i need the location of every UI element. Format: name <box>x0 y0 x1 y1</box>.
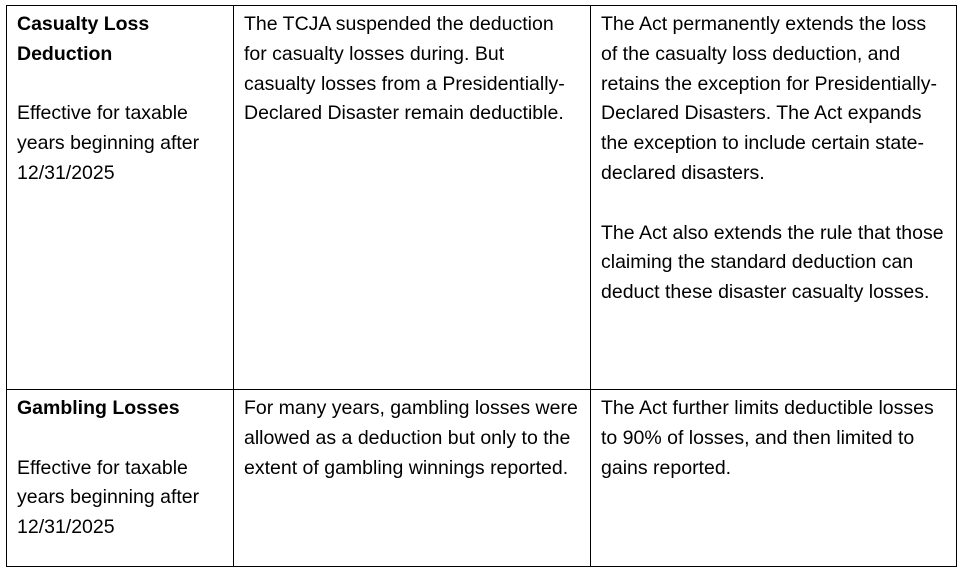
provision-cell <box>7 6 234 390</box>
table-row-gambling-losses <box>7 390 957 567</box>
paragraph-spacer <box>17 424 223 454</box>
prior-law-text: The TCJA suspended the deduction for casualty losses during. But casualty losses from a Presidentially-Declared Disaster remain deductible. <box>244 13 565 125</box>
new-law-paragraph: The Act further limits deductible losses to 90% of losses, and then limited to gains reported. <box>601 397 934 479</box>
provision-title: Casualty Loss Deduction <box>17 13 150 65</box>
effective-date-text: Effective for taxable years beginning after 12/31/2025 <box>17 456 200 539</box>
provisions-table <box>6 5 957 567</box>
provision-cell <box>7 390 234 567</box>
prior-law-text: For many years, gambling losses were allowed as a deduction but only to the extent of gambling winnings reported. <box>244 397 578 479</box>
paragraph-spacer <box>17 70 223 100</box>
provisions-table-container <box>6 5 956 567</box>
table-row-casualty-loss <box>7 6 957 390</box>
provision-title: Gambling Losses <box>17 397 180 419</box>
new-law-paragraph: The Act permanently extends the loss of the casualty loss deduction, and retains the exception for Presidentially-Declared Disasters. The Act expands the exception to include certain state-declared disasters. <box>601 13 938 184</box>
prior-law-cell <box>234 6 591 390</box>
new-law-cell <box>591 6 957 390</box>
new-law-paragraph: The Act also extends the rule that those claiming the standard deduction can deduct these disaster casualty losses. <box>601 221 944 304</box>
paragraph-spacer <box>601 189 946 219</box>
prior-law-cell <box>234 390 591 567</box>
new-law-cell <box>591 390 957 567</box>
effective-date-text: Effective for taxable years beginning after 12/31/2025 <box>17 102 200 184</box>
